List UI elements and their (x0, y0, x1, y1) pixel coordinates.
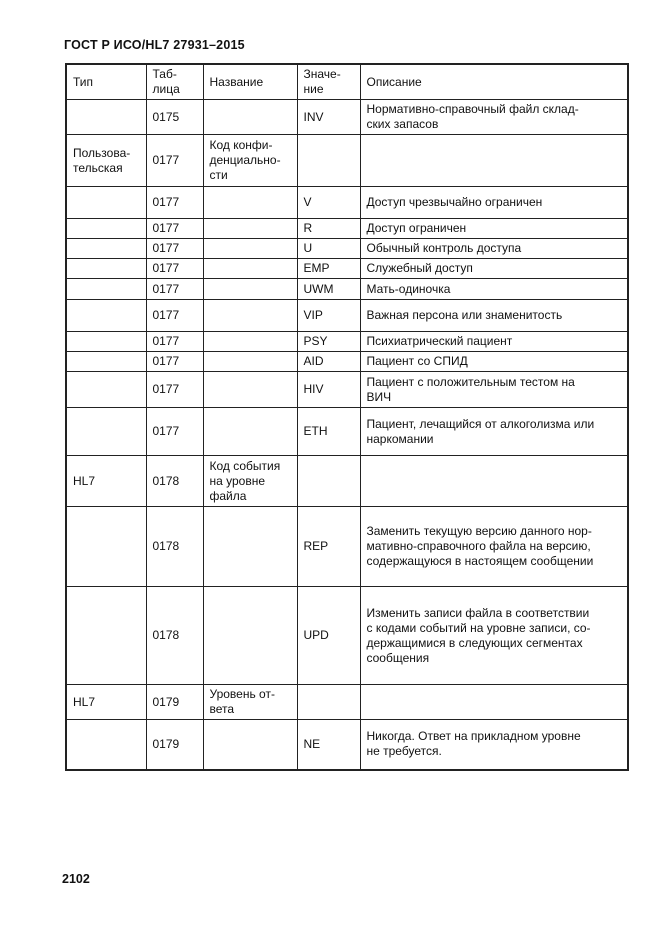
cell-type: Пользова- тельская (66, 135, 146, 187)
cell-description (360, 456, 628, 507)
cell-description (360, 685, 628, 720)
cell-table: 0177 (146, 300, 203, 332)
cell-value: VIP (297, 300, 360, 332)
cell-value: NE (297, 720, 360, 770)
cell-type (66, 279, 146, 300)
table-row (66, 332, 628, 352)
cell-type (66, 187, 146, 219)
cell-table: 0177 (146, 408, 203, 456)
column-header-description: Описание (360, 64, 628, 100)
cell-name (203, 219, 297, 239)
table-row (66, 187, 628, 219)
cell-description: Нормативно-справочный файл склад- ских запасов (360, 100, 628, 135)
cell-value: HIV (297, 372, 360, 408)
cell-value (297, 456, 360, 507)
cell-value: V (297, 187, 360, 219)
table-body (66, 100, 628, 770)
cell-value: UPD (297, 587, 360, 685)
cell-type (66, 332, 146, 352)
value-table (65, 63, 629, 771)
cell-type (66, 408, 146, 456)
cell-name: Код события на уровне файла (203, 456, 297, 507)
cell-table: 0179 (146, 685, 203, 720)
cell-name (203, 507, 297, 587)
cell-type (66, 300, 146, 332)
table-row (66, 720, 628, 770)
cell-type (66, 239, 146, 259)
cell-value: UWM (297, 279, 360, 300)
cell-table: 0177 (146, 239, 203, 259)
cell-name: Код конфи- денциально- сти (203, 135, 297, 187)
cell-table: 0179 (146, 720, 203, 770)
cell-description: Обычный контроль доступа (360, 239, 628, 259)
cell-table: 0177 (146, 219, 203, 239)
cell-description: Заменить текущую версию данного нор- мативно-справочного файла на версию, содержащуюся в настоящем сообщении (360, 507, 628, 587)
cell-value (297, 135, 360, 187)
cell-value (297, 685, 360, 720)
column-header-type: Тип (66, 64, 146, 100)
cell-name (203, 239, 297, 259)
page-number: 2102 (62, 872, 90, 886)
cell-value: EMP (297, 259, 360, 279)
cell-name (203, 587, 297, 685)
cell-name (203, 332, 297, 352)
cell-value: INV (297, 100, 360, 135)
table-row (66, 685, 628, 720)
cell-name (203, 372, 297, 408)
cell-table: 0177 (146, 279, 203, 300)
cell-table: 0178 (146, 456, 203, 507)
cell-value: AID (297, 352, 360, 372)
cell-type: HL7 (66, 456, 146, 507)
cell-description (360, 135, 628, 187)
cell-value: PSY (297, 332, 360, 352)
cell-table: 0177 (146, 187, 203, 219)
cell-table: 0178 (146, 507, 203, 587)
cell-description: Доступ чрезвычайно ограничен (360, 187, 628, 219)
table-row (66, 507, 628, 587)
cell-description: Мать-одиночка (360, 279, 628, 300)
cell-description: Пациент со СПИД (360, 352, 628, 372)
table-row (66, 372, 628, 408)
cell-type (66, 587, 146, 685)
table-row (66, 135, 628, 187)
table-row (66, 259, 628, 279)
cell-name: Уровень от- вета (203, 685, 297, 720)
column-header-table: Таб- лица (146, 64, 203, 100)
table-row (66, 219, 628, 239)
cell-type (66, 219, 146, 239)
cell-description: Психиатрический пациент (360, 332, 628, 352)
table-row (66, 300, 628, 332)
cell-description: Служебный доступ (360, 259, 628, 279)
cell-description: Важная персона или знаменитость (360, 300, 628, 332)
cell-value: R (297, 219, 360, 239)
document-header: ГОСТ Р ИСО/HL7 27931–2015 (64, 38, 245, 52)
cell-description: Пациент с положительным тестом на ВИЧ (360, 372, 628, 408)
cell-table: 0177 (146, 259, 203, 279)
cell-table: 0177 (146, 352, 203, 372)
cell-type (66, 352, 146, 372)
cell-value: REP (297, 507, 360, 587)
table-row (66, 587, 628, 685)
table-row (66, 279, 628, 300)
cell-name (203, 100, 297, 135)
cell-name (203, 300, 297, 332)
cell-table: 0175 (146, 100, 203, 135)
cell-table: 0177 (146, 135, 203, 187)
column-header-value: Значе- ние (297, 64, 360, 100)
cell-table: 0177 (146, 372, 203, 408)
cell-type (66, 720, 146, 770)
cell-name (203, 720, 297, 770)
table-row (66, 239, 628, 259)
table-row (66, 408, 628, 456)
cell-description: Пациент, лечащийся от алкоголизма или наркомании (360, 408, 628, 456)
table-header-row (66, 64, 628, 100)
cell-name (203, 279, 297, 300)
cell-type (66, 100, 146, 135)
cell-description: Доступ ограничен (360, 219, 628, 239)
cell-type: HL7 (66, 685, 146, 720)
cell-description: Никогда. Ответ на прикладном уровне не требуется. (360, 720, 628, 770)
column-header-name: Название (203, 64, 297, 100)
cell-table: 0178 (146, 587, 203, 685)
cell-type (66, 372, 146, 408)
cell-table: 0177 (146, 332, 203, 352)
table-row (66, 100, 628, 135)
table-row (66, 456, 628, 507)
cell-name (203, 408, 297, 456)
cell-value: U (297, 239, 360, 259)
cell-type (66, 507, 146, 587)
cell-type (66, 259, 146, 279)
cell-name (203, 352, 297, 372)
cell-name (203, 259, 297, 279)
cell-description: Изменить записи файла в соответствии с кодами событий на уровне записи, со- держащимися в следующих сегментах сообщения (360, 587, 628, 685)
cell-name (203, 187, 297, 219)
cell-value: ETH (297, 408, 360, 456)
table-row (66, 352, 628, 372)
